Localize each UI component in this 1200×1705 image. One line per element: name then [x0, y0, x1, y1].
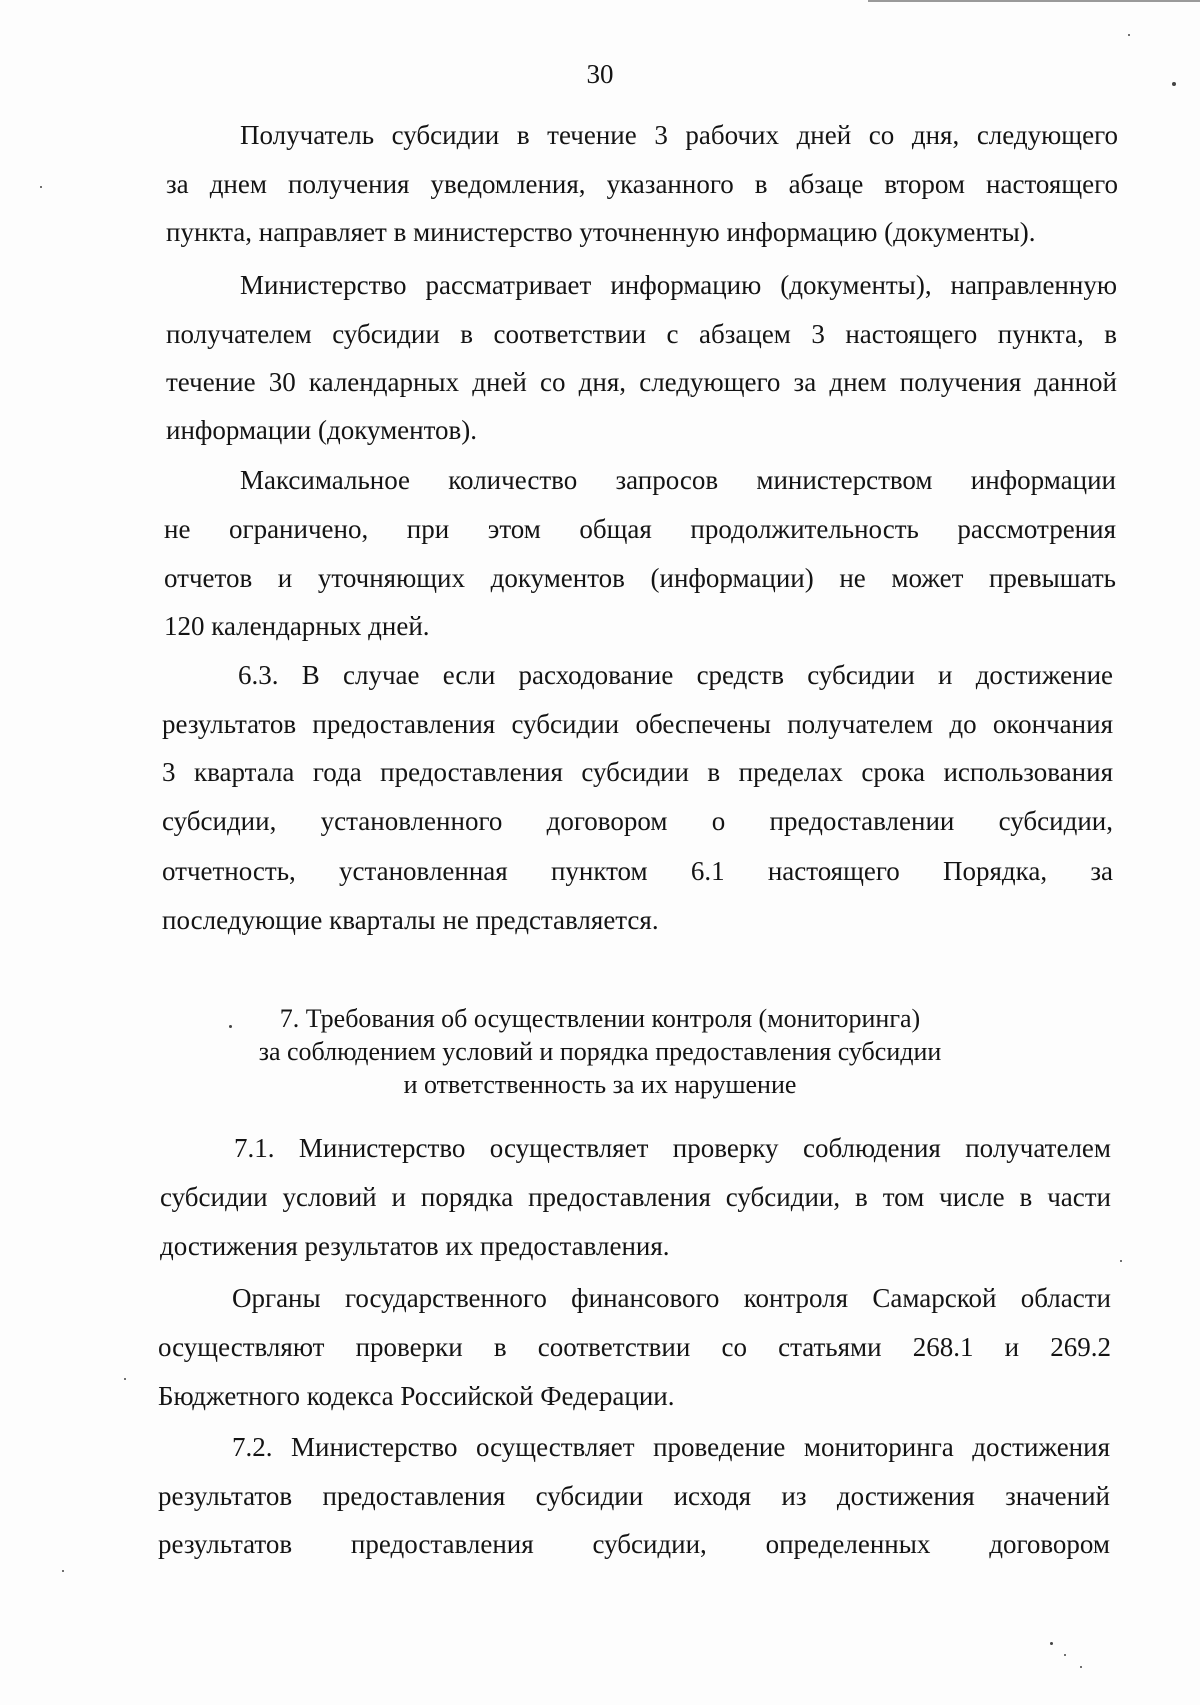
paragraph-1-line-2: за днем получения уведомления, указанного в абзаце втором настоящего	[166, 169, 1118, 199]
paragraph-7-1-line-2: субсидии условий и порядка предоставления субсидии, в том числе в части	[160, 1182, 1111, 1212]
scan-speck	[1128, 34, 1130, 36]
paragraph-organs-line-3: Бюджетного кодекса Российской Федерации.	[158, 1381, 675, 1411]
section-heading-line-1: 7. Требования об осуществлении контроля (мониторинга)	[279, 1004, 921, 1033]
paragraph-3-line-4: 120 календарных дней.	[164, 611, 430, 641]
section-heading-line-2: за соблюдением условий и порядка предоставления субсидии	[258, 1037, 942, 1066]
paragraph-7-1-line-1: 7.1. Министерство осуществляет проверку соблюдения получателем	[234, 1133, 1111, 1163]
section-heading-line-3: и ответственность за их нарушение	[403, 1070, 797, 1099]
paragraph-3-line-3: отчетов и уточняющих документов (информации) не может превышать	[164, 563, 1116, 593]
scan-edge-line	[868, 0, 1200, 2]
scan-speck	[62, 1570, 64, 1572]
scan-speck	[1120, 1260, 1122, 1262]
paragraph-7-2-line-3: результатов предоставления субсидии, определенных договором	[158, 1529, 1110, 1559]
scan-speck	[124, 1378, 126, 1380]
paragraph-2-line-3: течение 30 календарных дней со дня, следующего за днем получения данной	[166, 367, 1117, 397]
paragraph-organs-line-1: Органы государственного финансового контроля Самарской области	[232, 1283, 1111, 1313]
paragraph-4-line-2: результатов предоставления субсидии обеспечены получателем до окончания	[162, 709, 1113, 739]
paragraph-1-line-3: пункта, направляет в министерство уточненную информацию (документы).	[166, 217, 1036, 247]
paragraph-4-line-3: 3 квартала года предоставления субсидии в пределах срока использования	[162, 757, 1113, 787]
paragraph-3-line-2: не ограничено, при этом общая продолжительность рассмотрения	[164, 514, 1116, 544]
paragraph-4-line-4: субсидии, установленного договором о предоставлении субсидии,	[162, 806, 1113, 836]
scan-speck	[229, 1025, 232, 1028]
paragraph-1-line-1: Получатель субсидии в течение 3 рабочих дней со дня, следующего	[240, 120, 1118, 150]
paragraph-4-line-6: последующие кварталы не представляется.	[162, 905, 659, 935]
paragraph-7-2-line-1: 7.2. Министерство осуществляет проведение мониторинга достижения	[232, 1432, 1110, 1462]
scan-speck	[40, 186, 42, 188]
scan-speck	[1080, 1666, 1082, 1668]
paragraph-4-line-1: 6.3. В случае если расходование средств субсидии и достижение	[238, 660, 1113, 690]
paragraph-2-line-4: информации (документов).	[166, 415, 478, 445]
paragraph-7-1-line-3: достижения результатов их предоставления.	[160, 1231, 670, 1261]
scan-speck	[1064, 1654, 1066, 1656]
page-number: 30	[586, 59, 614, 89]
paragraph-7-2-line-2: результатов предоставления субсидии исходя из достижения значений	[158, 1481, 1110, 1511]
paragraph-4-line-5: отчетность, установленная пунктом 6.1 настоящего Порядка, за	[162, 856, 1113, 886]
paragraph-organs-line-2: осуществляют проверки в соответствии со статьями 268.1 и 269.2	[158, 1332, 1111, 1362]
scan-speck	[1172, 82, 1176, 86]
paragraph-2-line-2: получателем субсидии в соответствии с абзацем 3 настоящего пункта, в	[166, 319, 1117, 349]
paragraph-2-line-1: Министерство рассматривает информацию (документы), направленную	[240, 270, 1117, 300]
scan-speck	[1050, 1642, 1053, 1645]
paragraph-3-line-1: Максимальное количество запросов министерством информации	[240, 465, 1116, 495]
